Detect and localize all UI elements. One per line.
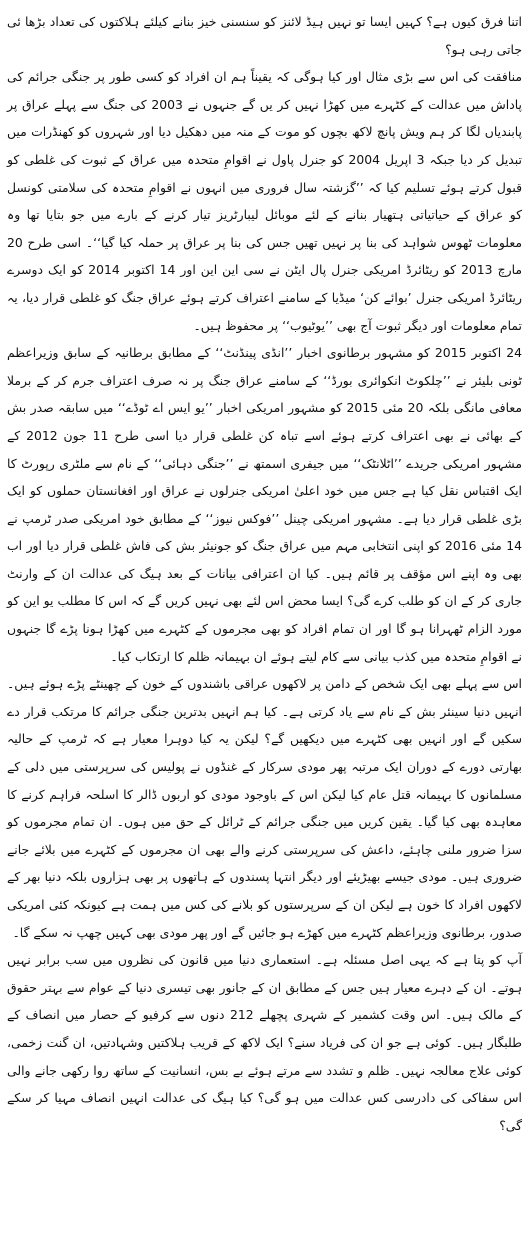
article-paragraph-2: منافقت کی اس سے بڑی مثال اور کیا ہوگی کہ یقیناً ہم ان افراد کو کسی طور پر جنگی جرائم کی پاداش میں عدالت کے کٹہرے میں کھڑا نہیں کر یں گے جنہوں نے 2003 کی جنگ سے پہلے عراق پر پابندیاں لگا کر ہم ویش پانچ لاکھ بچوں کو موت کے منہ میں دھکیل دیا اور شہروں کو کھنڈرات میں تبدیل کر دیا جبکہ 3 اپریل 2004 کو جنرل پاول نے اقوامِ متحدہ میں عراق کے ثبوت کی غلطی کو قبول کرتے ہوئے تسلیم کیا کہ ’’گزشتہ سال فروری میں انہوں نے اقوامِ متحدہ کی سلامتی کونسل کو عراق کے حیاتیاتی ہتھیار بنانے کے لئے موبائل لیبارٹریز تیار کرنے کے بارے میں جو بتایا تھا وہ معلومات ٹھوس شواہد کی بنا پر نہیں تھیں جس کی بنا پر عراق پر حملہ کیا گیا‘‘۔ اسی طرح 20 مارچ 2013 کو ریٹائرڈ امریکی جنرل پال ایٹن نے سی این این اور 14 اکتوبر 2014 کو ایک دوسرے ریٹائرڈ امریکی جنرل ’بوائے کن‘ میڈیا کے سامنے اعتراف کرتے ہوئے عراق جنگ کو غلطی قرار دیا، یہ تمام معلومات اور دیگر ثبوت آج بھی ’’یوٹیوب‘‘ پر محفوظ ہیں۔ bbox=[7, 69, 522, 333]
article-paragraph-3: 24 اکتوبر 2015 کو مشہور برطانوی اخبار ’’انڈی پینڈنٹ‘‘ کے مطابق برطانیہ کے سابق وزیراعظم ٹونی بلیئر نے ’’چلکوٹ انکوائری بورڈ‘‘ کے سامنے عراق جنگ پر نہ صرف اعتراف جرم کر کے برملا معافی مانگی بلکہ 20 مئی 2015 کو مشہور امریکی اخبار ’’یو ایس اے ٹوڈے‘‘ میں سابقہ صدر بش کے بھائی نے بھی اعتراف کرتے ہوئے اسے تباہ کن غلطی قرار دیا اسی طرح 11 جون 2012 کے مشہور امریکی جریدے ’’اٹلانٹک‘‘ میں جیفری اسمتھ نے ’’جنگی دہائی‘‘ کے نام سے ملٹری رپورٹ کا ایک اقتباس نقل کیا ہے جس میں خود اعلیٰ امریکی جنرلوں نے عراق اور افغانستان حملوں کو ایک بڑی غلطی قرار دیا ہے۔ مشہور امریکی چینل ’’فوکس نیوز‘‘ کے مطابق خود امریکی صدر ٹرمپ نے 14 مئی 2016 کو اپنی انتخابی مہم میں عراق جنگ کو جونیئر بش کی فاش غلطی قرار دیا اور اب بھی وہ اپنے اس مؤقف پر قائم ہیں۔ کیا ان اعترافی بیانات کے بعد ہیگ کی عدالت ان کے وارنٹ جاری کر کے ان کو طلب کرے گی؟ ایسا محض اس لئے بھی نہیں کریں گے کہ اس کا مطلب یو این کو مورد الزام ٹھہرانا ہو گا اور ان تمام افراد کو بھی مجرموں کے کٹہرے میں کھڑا ہونا پڑے گا جنہوں نے اقوامِ متحدہ میں کذب بیانی سے کام لیتے ہوئے ان بہیمانہ ظلم کا ارتکاب کیا۔ bbox=[7, 345, 522, 664]
article-paragraph-1: اتنا فرق کیوں ہے؟ کہیں ایسا تو نہیں ہیڈ لائنز کو سنسنی خیز بنانے کیلئے ہلاکتوں کی تعداد بڑھا ئی جاتی رہی ہو؟ bbox=[7, 14, 522, 57]
article-paragraph-4: اس سے پہلے بھی ایک شخص کے دامن پر لاکھوں عراقی باشندوں کے خون کے چھینٹے پڑے ہوئے ہیں۔ انہیں دنیا سینئر بش کے نام سے یاد کرتی ہے۔ کیا ہم انہیں بدترین جنگی جرائم کا مرتکب قرار دے سکیں گے اور انہیں بھی کٹہرے میں دیکھیں گے؟ لیکن یہ کیا دوہرا معیار ہے کہ ٹرمپ کے حالیہ بھارتی دورے کے دوران ایک مرتبہ پھر مودی سرکار کے غنڈوں نے پولیس کی سرپرستی میں دلی کے مسلمانوں کا بہیمانہ قتل عام کیا لیکن اس کے باوجود مودی کو اربوں ڈالر کا اسلحہ فراہم کرنے کا معاہدہ بھی کیا گیا۔ یقین کریں میں جنگی جرائم کے ٹرائل کے حق میں ہوں۔ ان تمام مجرموں کو سزا ضرور ملنی چاہئے، داعش کی سرپرستی کرنے والے بھی ان مجرموں کے کٹہرے میں بلائے جانے ضروری ہیں۔ مودی جیسے بھیڑیئے اور دیگر انتہا پسندوں کے ہاتھوں پر بھی ہزاروں بلکہ دنیا بھر کے لاکھوں افراد کا خون ہے لیکن ان کے سرپرستوں کو بلانے کی کس میں ہمت ہے کیونکہ کئی امریکی صدور، برطانوی وزیراعظم کٹہرے میں کھڑے ہو جائیں گے اور پھر مودی بھی کہیں چھپ نہ سکے گا۔ bbox=[7, 676, 522, 940]
article-paragraph-5: آپ کو پتا ہے کہ یہی اصل مسئلہ ہے۔ استعماری دنیا میں قانون کی نظروں میں سب برابر نہیں ہوتے۔ ان کے دہرے معیار ہیں جس کے مطابق ان کے جانور بھی تیسری دنیا کے عوام سے بہتر حقوق کے مالک ہیں۔ اس وقت کشمیر کے شہری پچھلے 212 دنوں سے کرفیو کے حصار میں انصاف کے طلبگار ہیں۔ کوئی ہے جو ان کی فریاد سنے؟ ایک لاکھ کے قریب ہلاکتیں وشہادتیں، ان گنت زخمی، کوئی علاج معالجہ نہیں۔ ظلم و تشدد سے مرتے ہوئے بے بس، انسانیت کے ساتھ روا رکھی جانے والی اس سفاکی کی دادرسی کس عدالت میں ہو گی؟ کیا ہیگ کی عدالت انہیں انصاف مہیا کر سکے گی؟ bbox=[7, 952, 522, 1133]
